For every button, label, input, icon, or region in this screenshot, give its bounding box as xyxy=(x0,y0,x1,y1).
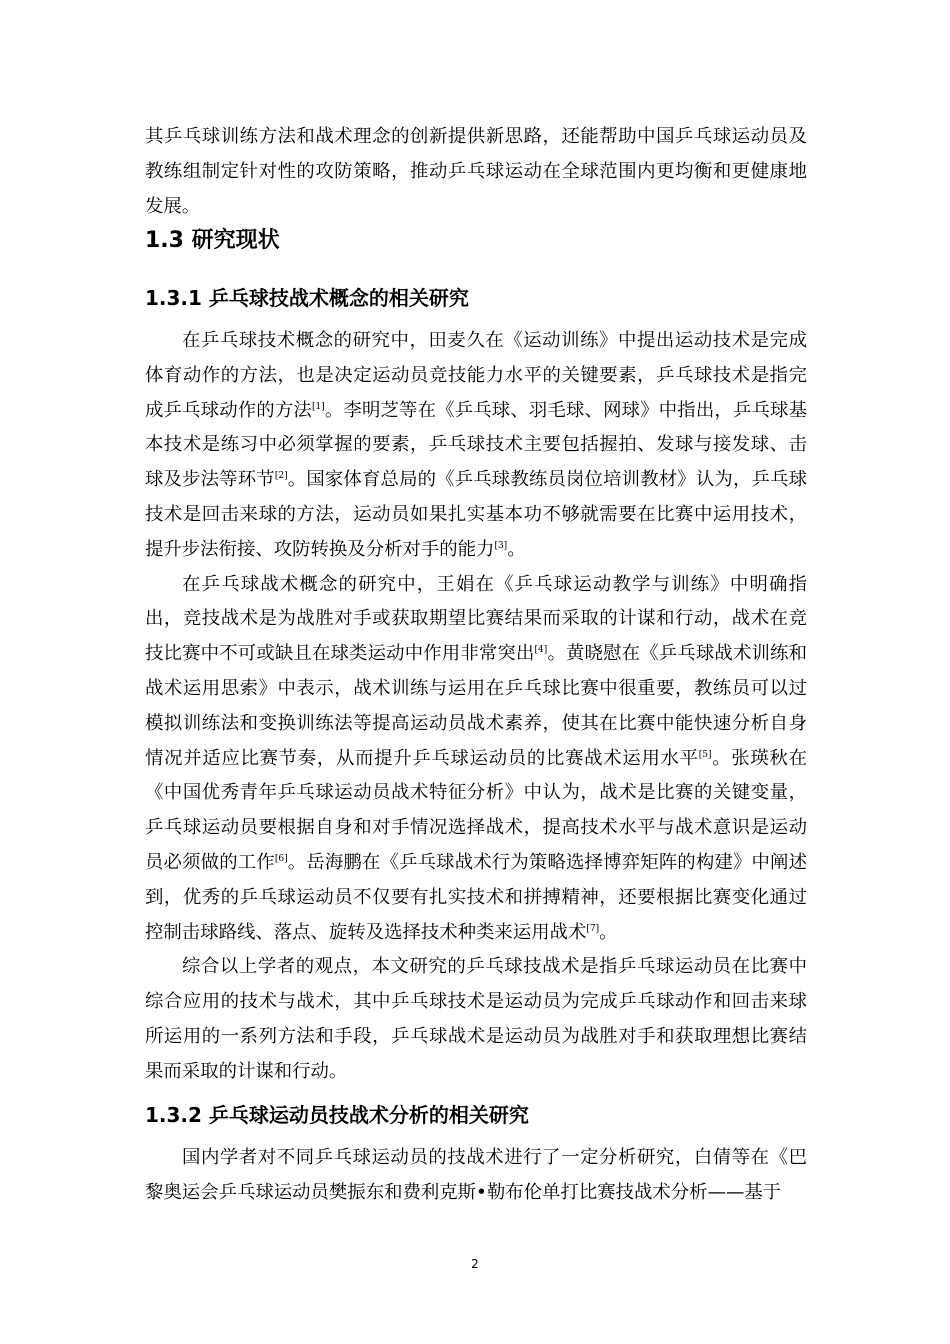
paragraph-text: 。 xyxy=(507,538,526,560)
citation-ref-6: [6] xyxy=(274,853,288,864)
paragraph-summary: 综合以上学者的观点，本文研究的乒乓球技战术是指乒乓球运动员在比赛中综合应用的技术与战术，其中乒乓球技术是运动员为完成乒乓球动作和回击来球所运用的一系列方法和手段，乒乓球战术是运动员为战胜对手和获取理想比赛结果而采取的计谋和行动。 xyxy=(145,956,807,1082)
paragraph-text: 在乒乓球战术概念的研究中，王娟在《乒乓球运动教学与训练》中明确指出，竞技战术是为战胜对手或获取期望比赛结果而采取的计谋和行动，战术在竞技比赛中不可或缺且在球类运动中作用非常突出 xyxy=(145,573,807,665)
continuation-paragraph-block xyxy=(145,120,807,224)
paragraph-text: 。 xyxy=(599,921,618,943)
paragraph-tactic-concept xyxy=(145,568,807,951)
paragraph-analysis-research: 国内学者对不同乒乓球运动员的技战术进行了一定分析研究，白倩等在《巴黎奥运会乒乓球运动员樊振东和费利克斯•勒布伦单打比赛技战术分析——基于 xyxy=(145,1147,807,1203)
paragraph-text: 。张瑛秋在《中国优秀青年乒乓球运动员战术特征分析》中认为，战术是比赛的关键变量，乒乓球运动员要根据自身和对手情况选择战术，提高技术水平与战术意识是运动员必须做的工作 xyxy=(145,747,807,873)
paragraph-technique-concept xyxy=(145,324,807,568)
section-heading-1-3-2: 1.3.2 乒乓球运动员技战术分析的相关研究 xyxy=(145,1103,529,1127)
continuation-paragraph: 其乒乓球训练方法和战术理念的创新提供新思路，还能帮助中国乒乓球运动员及教练组制定针对性的攻防策略，推动乒乓球运动在全球范围内更均衡和更健康地发展。 xyxy=(145,126,807,217)
citation-ref-4: [4] xyxy=(534,645,548,656)
paragraph-text: 。国家体育总局的《乒乓球教练员岗位培训教材》认为，乒乓球技术是回击来球的方法，运动员如果扎实基本功不够就需要在比赛中运用技术，提升步法衔接、攻防转换及分析对手的能力 xyxy=(145,469,807,560)
paragraph-text: 。岳海鹏在《乒乓球战术行为策略选择博弈矩阵的构建》中阐述到，优秀的乒乓球运动员不仅要有扎实技术和拼搏精神，还要根据比赛变化通过控制击球路线、落点、旋转及选择技术种类来运用战术 xyxy=(145,851,807,943)
section-1-3-2-body xyxy=(145,1141,807,1211)
paragraph-text: 。李明芝等在《乒乓球、羽毛球、网球》中指出，乒乓球基本技术是练习中必须掌握的要素，乒乓球技术主要包括握拍、发球与接发球、击球及步法等环节 xyxy=(145,399,807,491)
section-heading-1-3: 1.3 研究现状 xyxy=(145,228,280,253)
citation-ref-1: [1] xyxy=(311,401,325,412)
section-1-3-1-body xyxy=(145,324,807,1090)
paragraph-text: 在乒乓球技术概念的研究中，田麦久在《运动训练》中提出运动技术是完成体育动作的方法，也是决定运动员竞技能力水平的关键要素，乒乓球技术是指完成乒乓球动作的方法 xyxy=(145,330,807,421)
citation-ref-2: [2] xyxy=(274,471,288,482)
section-heading-1-3-1: 1.3.1 乒乓球技战术概念的相关研究 xyxy=(145,286,469,310)
citation-ref-3: [3] xyxy=(494,540,508,551)
citation-ref-7: [7] xyxy=(586,923,600,934)
page-number: 2 xyxy=(471,1257,479,1271)
paragraph-text: 。黄晓慰在《乒乓球战术训练和战术运用思索》中表示，战术训练与运用在乒乓球比赛中很重要，教练员可以过模拟训练法和变换训练法等提高运动员战术素养，使其在比赛中能快速分析自身情况并适应比赛节奏，从而提升乒乓球运动员的比赛战术运用水平 xyxy=(145,643,807,769)
citation-ref-5: [5] xyxy=(698,749,712,760)
